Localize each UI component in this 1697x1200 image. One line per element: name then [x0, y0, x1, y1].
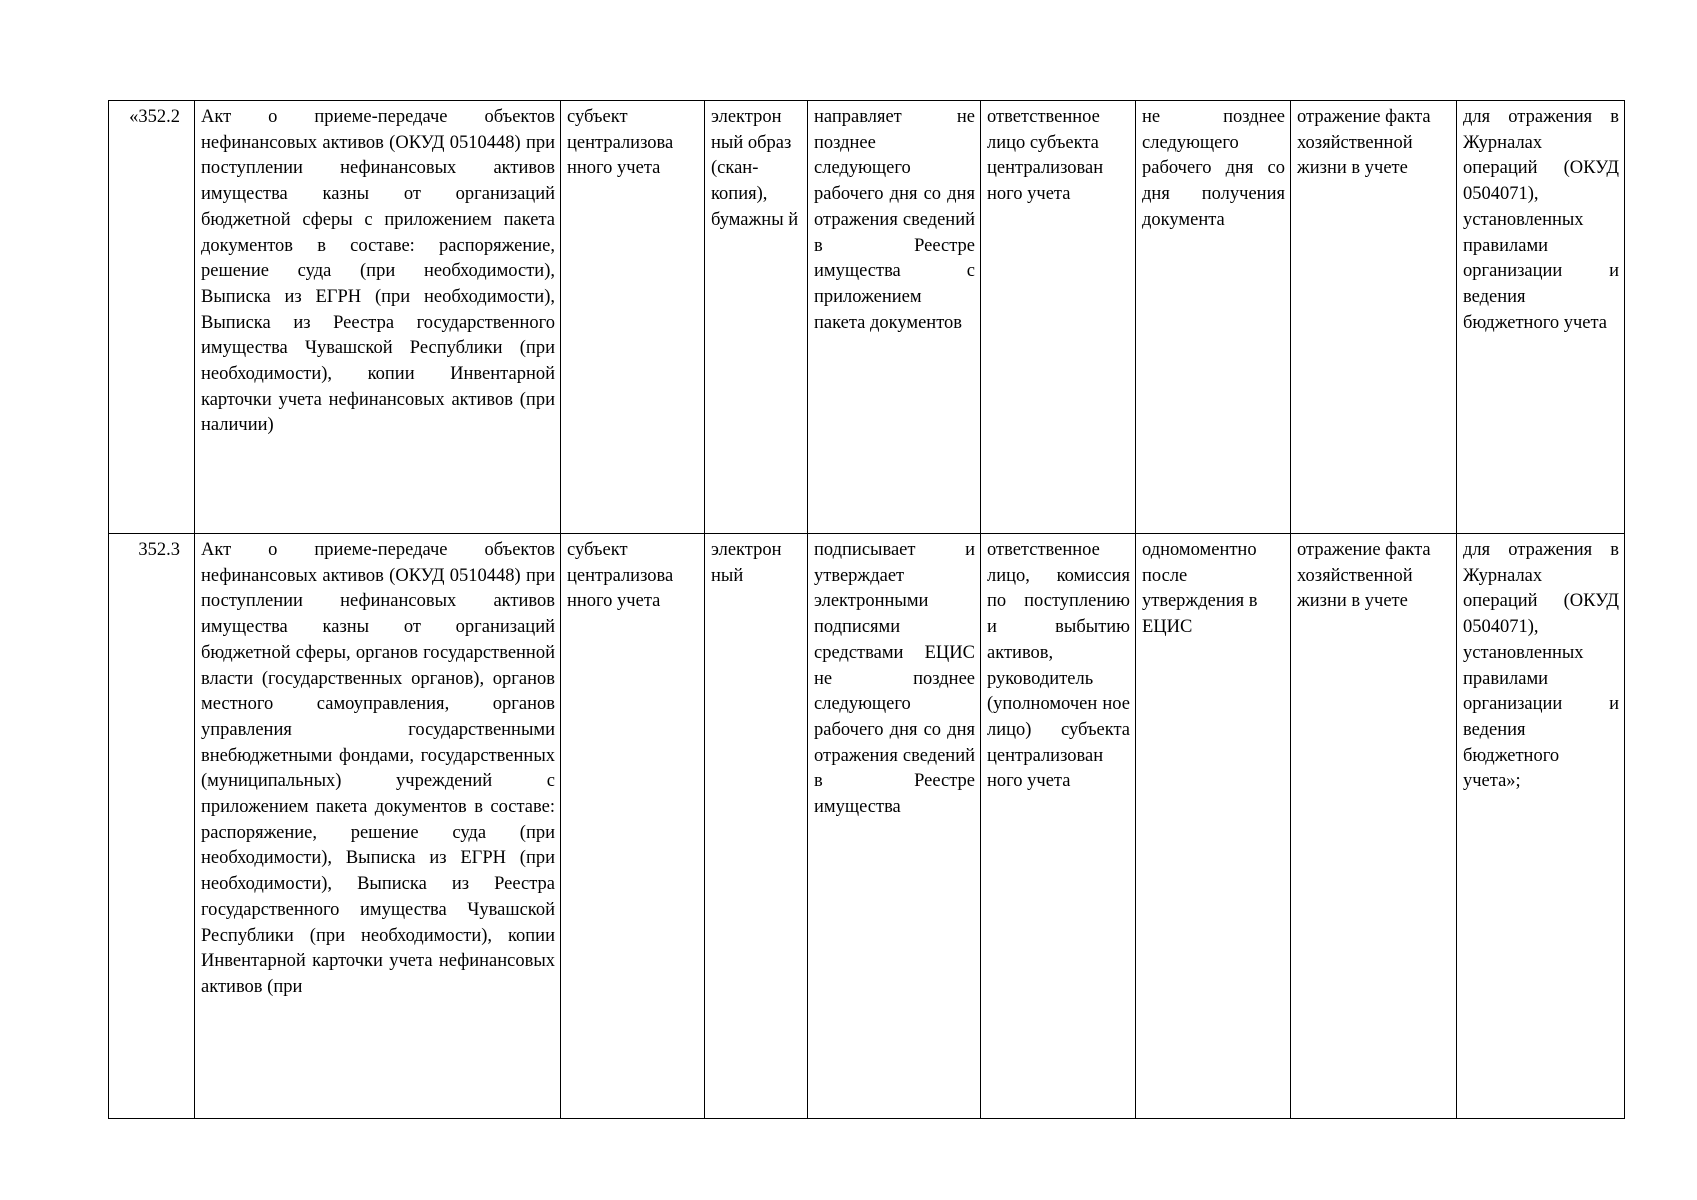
- document-name-cell: Акт о приеме-передаче объектов нефинансовых активов (ОКУД 0510448) при поступлении нефинансовых активов имущества казны от организаций бюджетной сферы, органов государственной власти (государственных органов), органов местного самоуправления, органов управления государственными внебюджетными фондами, государственных (муниципальных) учреждений с приложением пакета документов в составе: распоряжение, решение суда (при необходимости), Выписка из ЕГРН (при необходимости), Выписка из Реестра государственного имущества Чувашской Республики (при необходимости), копии Инвентарной карточки учета нефинансовых активов (при: [195, 534, 561, 1119]
- purpose-cell: отражение факта хозяйственной жизни в учете: [1291, 534, 1457, 1119]
- action-cell: подписывает и утверждает электронными подписями средствами ЕЦИС не позднее следующего рабочего дня со дня отражения сведений в Реестре имущества: [808, 534, 981, 1119]
- creator-cell: субъект централизова нного учета: [561, 101, 705, 534]
- row-number: «352.2: [109, 101, 195, 534]
- deadline-cell: не позднее следующего рабочего дня со дня получения документа: [1136, 101, 1291, 534]
- document-page: [108, 100, 1625, 1119]
- creator-cell: субъект централизова нного учета: [561, 534, 705, 1119]
- form-cell: электрон ный образ (скан-копия), бумажны й: [705, 101, 808, 534]
- table-row: [109, 534, 1625, 1119]
- accounting-documents-table: [108, 100, 1625, 1119]
- register-cell: для отражения в Журналах операций (ОКУД 0504071), установленных правилами организации и ведения бюджетного учета: [1457, 101, 1625, 534]
- form-cell: электрон ный: [705, 534, 808, 1119]
- document-name-cell: Акт о приеме-передаче объектов нефинансовых активов (ОКУД 0510448) при поступлении нефинансовых активов имущества казны от организаций бюджетной сферы с приложением пакета документов в составе: распоряжение, решение суда (при необходимости), Выписка из ЕГРН (при необходимости), Выписка из Реестра государственного имущества Чувашской Республики (при необходимости), копии Инвентарной карточки учета нефинансовых активов (при наличии): [195, 101, 561, 534]
- responsible-cell: ответственное лицо субъекта централизован ного учета: [981, 101, 1136, 534]
- row-number: 352.3: [109, 534, 195, 1119]
- responsible-cell: ответственное лицо, комиссия по поступлению и выбытию активов, руководитель (уполномочен ное лицо) субъекта централизован ного учета: [981, 534, 1136, 1119]
- table-row: [109, 101, 1625, 534]
- action-cell: направляет не позднее следующего рабочего дня со дня отражения сведений в Реестре имущества с приложением пакета документов: [808, 101, 981, 534]
- deadline-cell: одномоментно после утверждения в ЕЦИС: [1136, 534, 1291, 1119]
- register-cell: для отражения в Журналах операций (ОКУД 0504071), установленных правилами организации и ведения бюджетного учета»;: [1457, 534, 1625, 1119]
- purpose-cell: отражение факта хозяйственной жизни в учете: [1291, 101, 1457, 534]
